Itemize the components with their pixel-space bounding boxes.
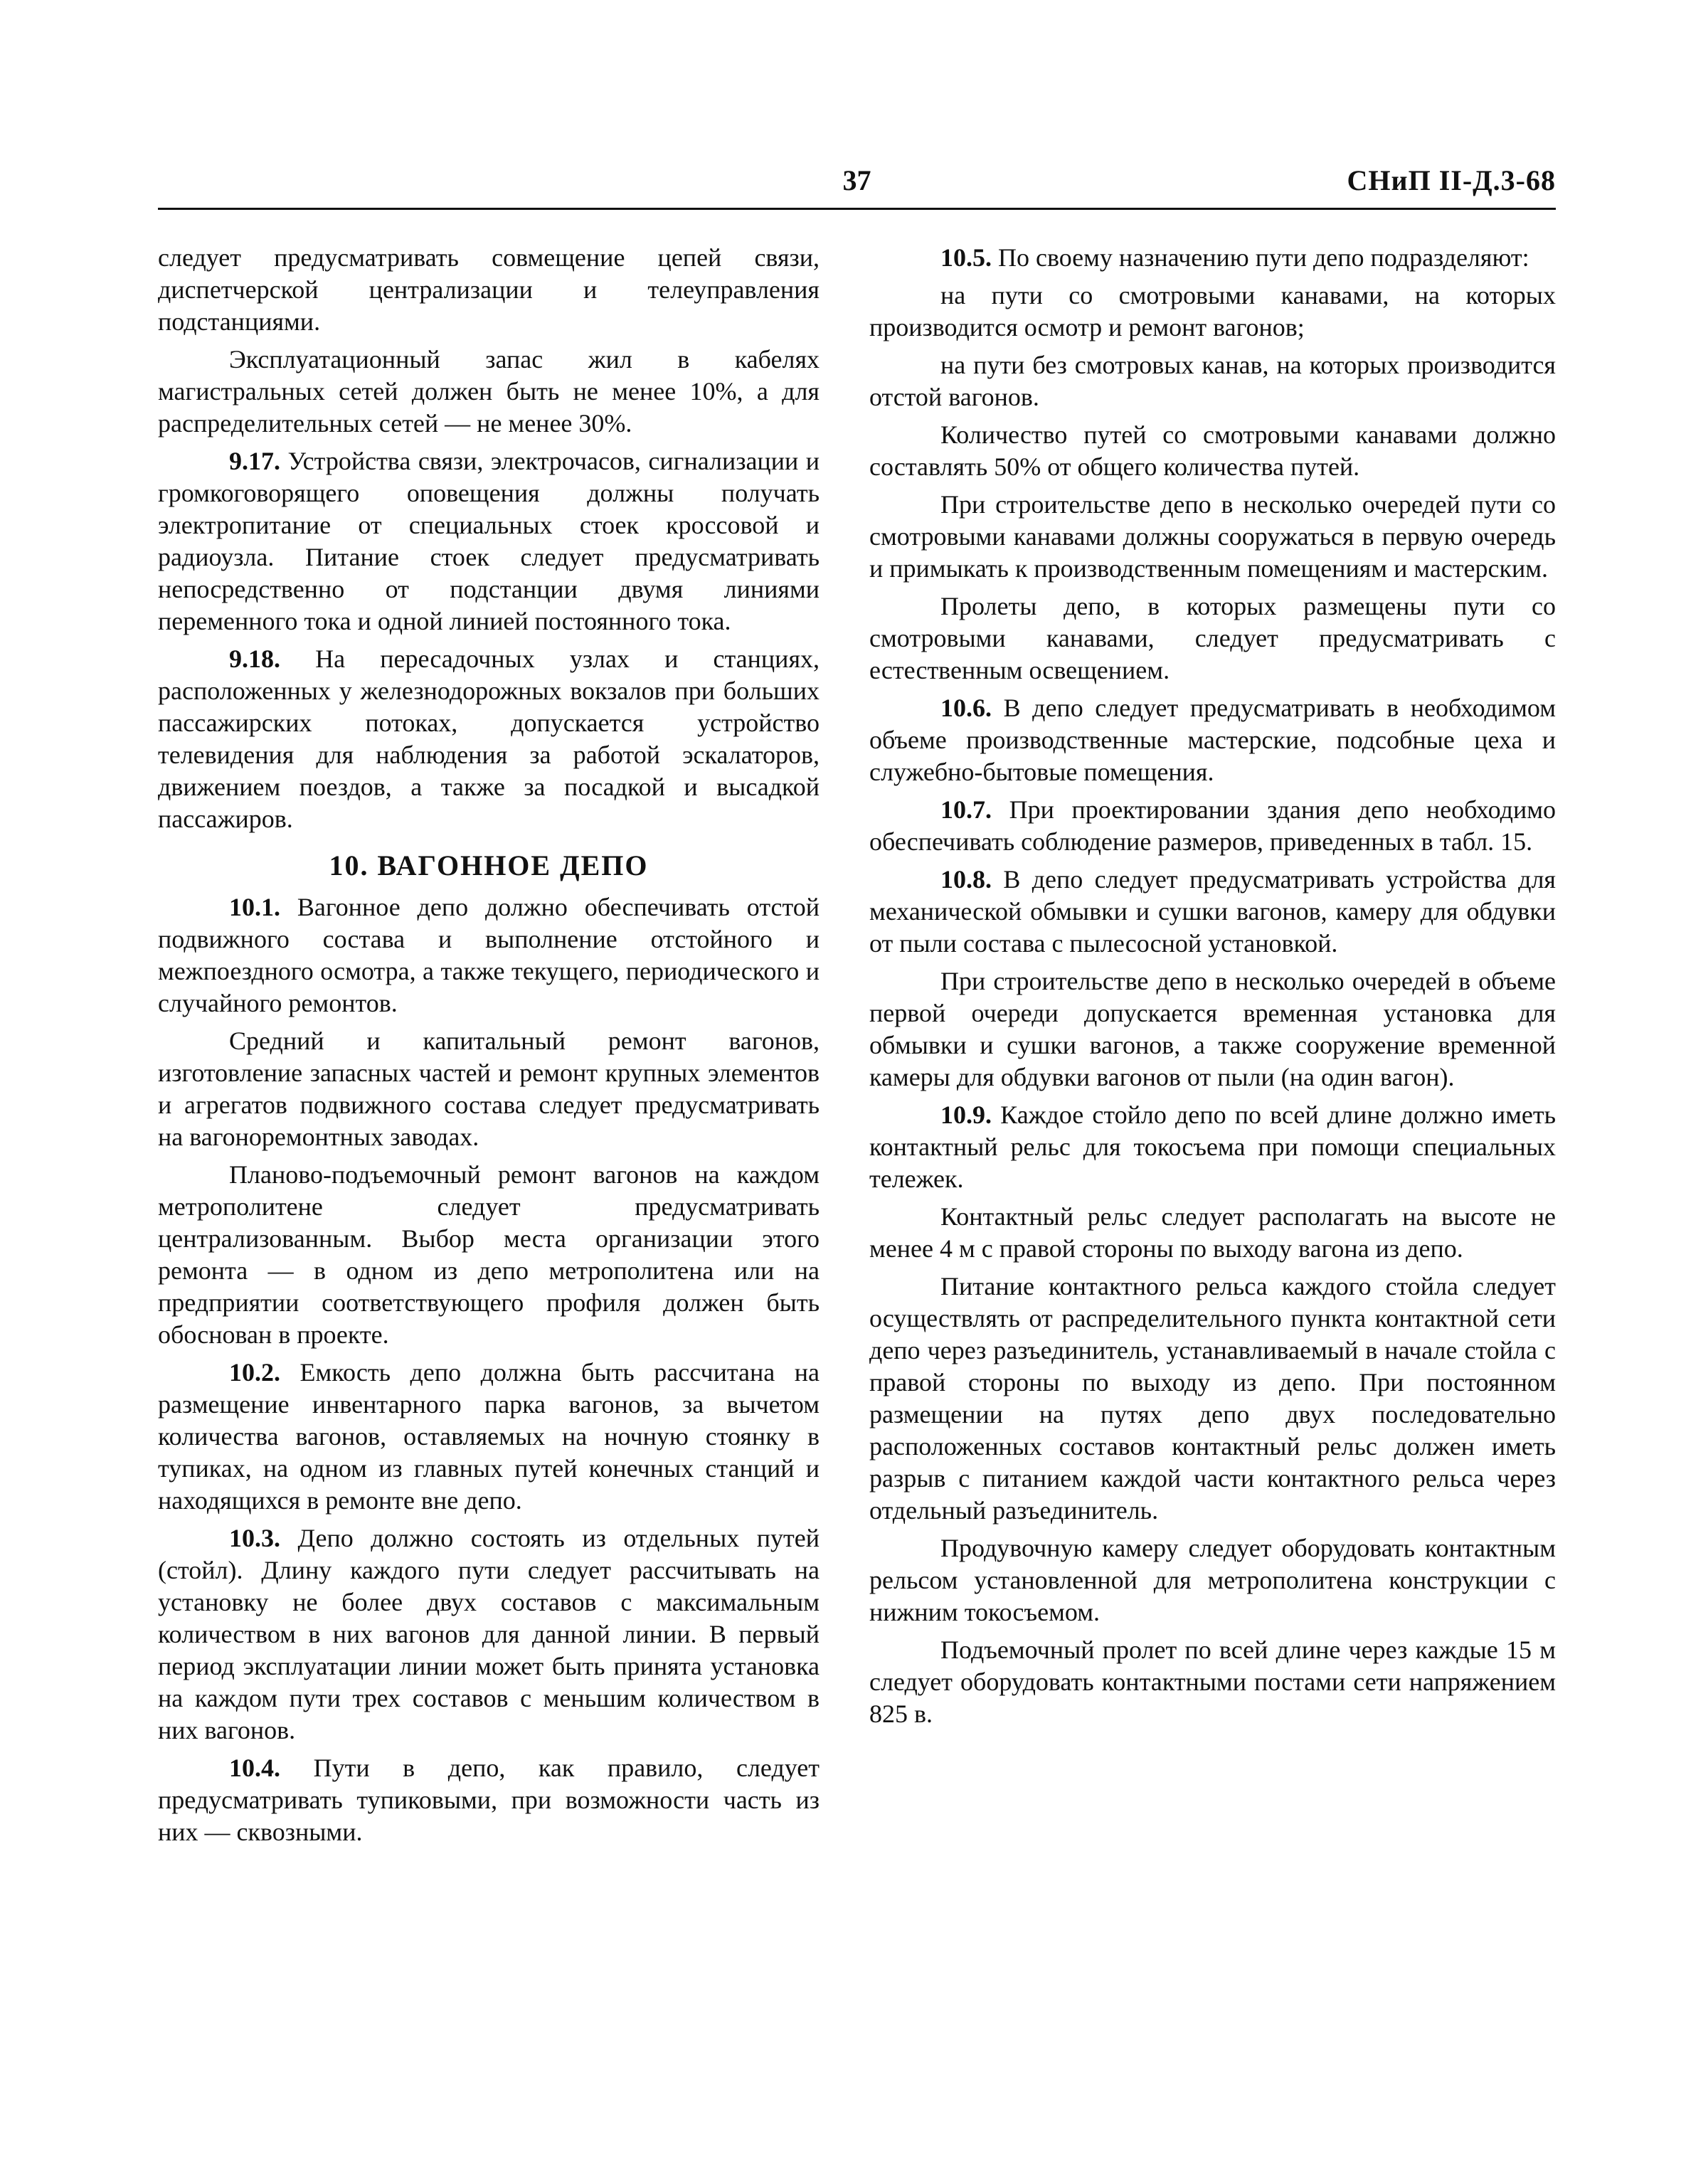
clause-text: На пересадочных узлах и станциях, расположенных у железнодорожных вокзалов при больших пассажирских потоках, допускается устройство телевидения для наблюдения за работой эскалаторов, движением поездов, а также за посадкой и высадкой пассажиров. — [158, 645, 820, 833]
paragraph-10-4 — [158, 1752, 820, 1848]
page-number: 37 — [842, 164, 871, 196]
list-item: на пути без смотровых канав, на которых производится отстой вагонов. — [869, 351, 1556, 411]
clause-text: В депо следует предусматривать устройства для механической обмывки и сушки вагонов, камеру для обдувки от пыли состава с пылесосной установкой. — [869, 865, 1556, 958]
clause-number: 10.3. — [229, 1524, 280, 1552]
paragraph: Пролеты депо, в которых размещены пути со смотровыми канавами, следует предусматривать с естественным освещением. — [869, 592, 1556, 684]
clause-text: Вагонное депо должно обеспечивать отстой подвижного состава и выполнение отстойного и межпоездного осмотра, а также текущего, периодического и случайного ремонтов. — [158, 893, 820, 1017]
paragraph: Питание контактного рельса каждого стойла следует осуществлять от распределительного пункта контактной сети депо через разъединитель, устанавливаемый в начале стойла с правой стороны по выходу из депо. При постоянном размещении на путях депо двух последовательно расположенных составов контактный рельс должен иметь разрыв с питанием каждой части контактного рельса через отдельный разъединитель. — [869, 1272, 1556, 1525]
paragraph-10-3 — [158, 1522, 820, 1746]
clause-number: 10.9. — [940, 1101, 992, 1129]
paragraph-10-8 — [869, 864, 1556, 960]
clause-number: 10.8. — [940, 865, 992, 894]
clause-text: Емкость депо должна быть рассчитана на размещение инвентарного парка вагонов, за вычетом количества вагонов, оставляемых на ночную стоянку в тупиках, на одном из главных путей конечных станций и находящихся в ремонте вне депо. — [158, 1358, 820, 1515]
clause-number: 10.2. — [229, 1358, 280, 1387]
clause-text: Пути в депо, как правило, следует предусматривать тупиковыми, при возможности часть из них — сквозными. — [158, 1754, 820, 1846]
left-column — [158, 242, 820, 1854]
clause-text: При проектировании здания депо необходимо обеспечивать соблюдение размеров, приведенных в табл. 15. — [869, 795, 1557, 856]
paragraph-9-17 — [158, 445, 820, 637]
clause-text: Устройства связи, электрочасов, сигнализации и громкоговорящего оповещения должны получать электропитание от специальных стоек кроссовой и радиоузла. Питание стоек следует предусматривать непосредственно от подстанции двумя линиями переменного тока и одной линией постоянного тока. — [158, 447, 820, 635]
page-header — [158, 161, 1556, 210]
clause-text: Депо должно состоять из отдельных путей (стойл). Длину каждого пути следует рассчитывать на установку не более двух составов с максимальным количеством в них вагонов для данной линии. В первый период эксплуатации линии может быть принята установка на каждом пути трех составов с меньшим количеством в них вагонов. — [158, 1524, 820, 1744]
document-code: СНиП II-Д.3-68 — [1347, 164, 1556, 196]
clause-number: 10.7. — [940, 795, 992, 824]
paragraph-10-7 — [869, 794, 1556, 858]
paragraph-10-2 — [158, 1357, 820, 1517]
clause-number: 10.1. — [229, 893, 280, 921]
paragraph-10-1 — [158, 891, 820, 1019]
paragraph: При строительстве депо в несколько очередей в объеме первой очереди допускается временная установка для обмывки и сушки вагонов, а также сооружение временной камеры для обдувки вагонов от пыли (на один вагон). — [869, 967, 1556, 1091]
paragraph: Планово-подъемочный ремонт вагонов на каждом метрополитене следует предусматривать централизованным. Выбор места организации этого ремонта — в одном из депо метрополитена или на предприятии соответствующего профиля должен быть обоснован в проекте. — [158, 1160, 820, 1349]
paragraph-9-18 — [158, 643, 820, 835]
clause-text: По своему назначению пути депо подразделяют: — [998, 243, 1529, 272]
paragraph: Продувочную камеру следует оборудовать контактным рельсом установленной для метрополитена конструкции с нижним токосъемом. — [869, 1534, 1556, 1626]
clause-text: В депо следует предусматривать в необходимом объеме производственные мастерские, подсобные цеха и служебно-бытовые помещения. — [869, 694, 1556, 786]
clause-number: 10.6. — [940, 694, 992, 722]
paragraph: Средний и капитальный ремонт вагонов, изготовление запасных частей и ремонт крупных элементов и агрегатов подвижного состава следует предусматривать на вагоноремонтных заводах. — [158, 1027, 820, 1151]
clause-number: 10.4. — [229, 1754, 280, 1782]
paragraph-10-9 — [869, 1099, 1556, 1195]
section-title: 10. ВАГОННОЕ ДЕПО — [329, 849, 649, 881]
paragraph: Количество путей со смотровыми канавами должно составлять 50% от общего количества путей. — [869, 420, 1556, 481]
paragraph: При строительстве депо в несколько очередей пути со смотровыми канавами должны сооружаться в первую очередь и примыкать к производственным помещениям и мастерским. — [869, 490, 1556, 583]
paragraph: Эксплуатационный запас жил в кабелях магистральных сетей должен быть не менее 10%, а для распределительных сетей — не менее 30%. — [158, 345, 820, 438]
clause-number: 10.5. — [940, 243, 992, 272]
paragraph: Подъемочный пролет по всей длине через каждые 15 м следует оборудовать контактными постами сети напряжением 825 в. — [869, 1636, 1556, 1728]
list-item: на пути со смотровыми канавами, на которых производится осмотр и ремонт вагонов; — [869, 281, 1556, 341]
clause-number: 9.17. — [229, 447, 280, 475]
paragraph: Контактный рельс следует располагать на высоте не менее 4 м с правой стороны по выходу вагона из депо. — [869, 1202, 1556, 1263]
clause-text: Каждое стойло депо по всей длине должно иметь контактный рельс для токосъема при помощи специальных тележек. — [869, 1101, 1556, 1193]
right-column — [869, 242, 1556, 1736]
paragraph-10-6 — [869, 692, 1556, 788]
paragraph: следует предусматривать совмещение цепей связи, диспетчерской централизации и телеуправления подстанциями. — [158, 243, 820, 336]
paragraph-10-5 — [869, 242, 1556, 274]
clause-number: 9.18. — [229, 645, 280, 673]
